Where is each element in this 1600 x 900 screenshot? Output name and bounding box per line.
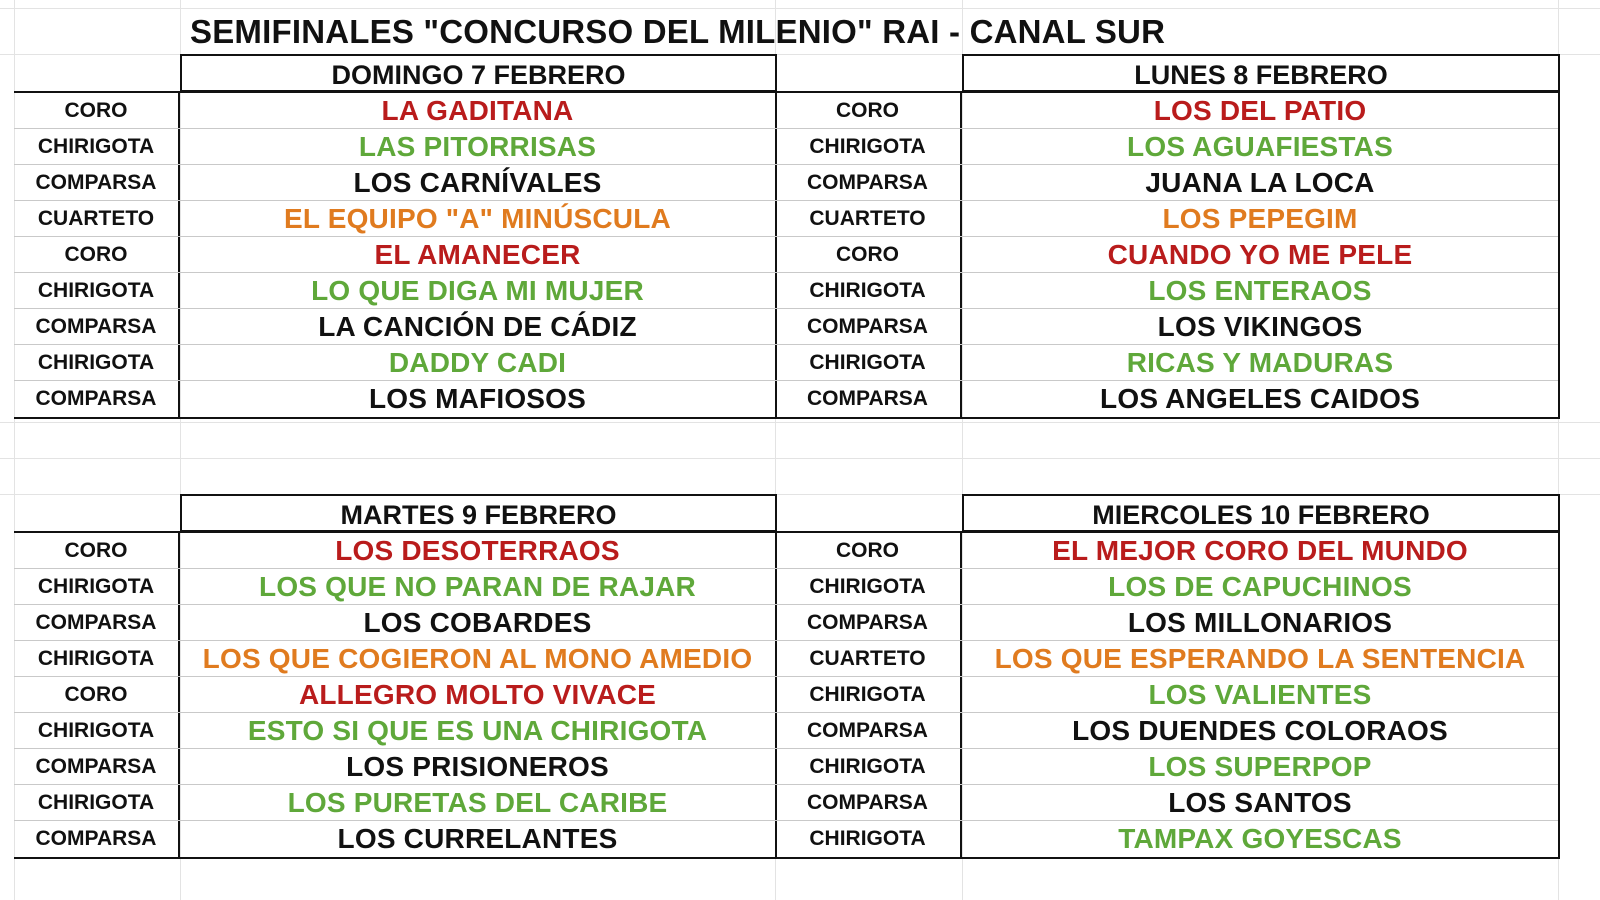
category-cell: COMPARSA (775, 165, 962, 201)
category-cell: COMPARSA (14, 605, 180, 641)
group-name-cell: RICAS Y MADURAS (1126, 347, 1394, 378)
group-name-cell: TAMPAX GOYESCAS (1118, 823, 1402, 854)
category-cell: CHIRIGOTA (775, 821, 962, 857)
schedule-table (14, 91, 777, 419)
table-row (14, 345, 777, 381)
category-cell: CHIRIGOTA (14, 273, 180, 309)
table-row (775, 129, 1560, 165)
category-cell: CORO (775, 237, 962, 273)
table-row (775, 237, 1560, 273)
day-header: DOMINGO 7 FEBRERO (180, 54, 777, 92)
table-row (14, 713, 777, 749)
category-cell: CORO (14, 677, 180, 713)
group-name-cell: LOS DE CAPUCHINOS (1108, 571, 1412, 602)
group-name-cell: JUANA LA LOCA (1145, 167, 1375, 198)
category-cell: CHIRIGOTA (775, 345, 962, 381)
table-row (775, 569, 1560, 605)
category-cell: CHIRIGOTA (14, 713, 180, 749)
group-name-cell: LOS VALIENTES (1148, 679, 1372, 710)
category-cell: CHIRIGOTA (775, 273, 962, 309)
category-cell: CUARTETO (775, 641, 962, 677)
schedule-table (14, 531, 777, 859)
group-name-cell: LOS SUPERPOP (1148, 751, 1372, 782)
page-title: SEMIFINALES "CONCURSO DEL MILENIO" RAI - CANAL SUR (190, 13, 1166, 50)
table-row (14, 569, 777, 605)
group-name-cell: LOS MAFIOSOS (368, 383, 587, 414)
category-cell: COMPARSA (14, 821, 180, 857)
category-cell: COMPARSA (775, 381, 962, 417)
table-row (775, 713, 1560, 749)
table-row (14, 93, 777, 129)
category-cell: COMPARSA (775, 713, 962, 749)
day-block-miercoles (775, 494, 1558, 860)
group-name-cell: DADDY CADI (388, 347, 567, 378)
table-row (775, 749, 1560, 785)
group-name-cell: ESTO SI QUE ES UNA CHIRIGOTA (247, 715, 708, 746)
group-name-cell: LOS ENTERAOS (1148, 275, 1372, 306)
category-cell: CUARTETO (775, 201, 962, 237)
table-row (775, 605, 1560, 641)
group-name-cell: ALLEGRO MOLTO VIVACE (298, 679, 657, 710)
group-name-cell: LOS DUENDES COLORAOS (1072, 715, 1448, 746)
category-cell: CHIRIGOTA (775, 569, 962, 605)
group-name-cell: LOS CURRELANTES (337, 823, 618, 854)
group-name-cell: LA CANCIÓN DE CÁDIZ (318, 311, 637, 342)
table-row (14, 237, 777, 273)
group-name-cell: EL EQUIPO "A" MINÚSCULA (284, 203, 671, 234)
table-row (14, 273, 777, 309)
table-right-border (1558, 494, 1560, 857)
day-block-martes (14, 494, 775, 860)
category-cell: CORO (14, 237, 180, 273)
category-cell: CHIRIGOTA (14, 641, 180, 677)
category-cell: CORO (775, 93, 962, 129)
table-row (775, 201, 1560, 237)
group-name-cell: LOS AGUAFIESTAS (1127, 131, 1393, 162)
table-row (14, 605, 777, 641)
category-cell: COMPARSA (14, 165, 180, 201)
category-cell: CHIRIGOTA (14, 345, 180, 381)
group-name-cell: LOS QUE COGIERON AL MONO AMEDIO (202, 643, 753, 674)
table-row (775, 641, 1560, 677)
category-cell: COMPARSA (14, 309, 180, 345)
category-cell: COMPARSA (14, 749, 180, 785)
table-row (775, 345, 1560, 381)
table-row (14, 749, 777, 785)
category-cell: COMPARSA (775, 605, 962, 641)
group-name-cell: LOS QUE NO PARAN DE RAJAR (259, 571, 696, 602)
table-row (14, 129, 777, 165)
table-row (14, 677, 777, 713)
category-cell: CHIRIGOTA (775, 749, 962, 785)
table-row (775, 165, 1560, 201)
table-row (775, 309, 1560, 345)
day-block-domingo (14, 54, 775, 420)
table-row (14, 641, 777, 677)
group-name-cell: LOS PRISIONEROS (346, 751, 609, 782)
group-name-cell: LOS COBARDES (363, 607, 592, 638)
table-row (775, 273, 1560, 309)
day-header: MIERCOLES 10 FEBRERO (962, 494, 1560, 532)
group-name-cell: LO QUE DIGA MI MUJER (311, 275, 644, 306)
group-name-cell: LOS DESOTERRAOS (335, 535, 620, 566)
group-name-cell: LA GADITANA (381, 95, 574, 126)
group-name-cell: LOS VIKINGOS (1157, 311, 1363, 342)
category-cell: CHIRIGOTA (14, 569, 180, 605)
category-cell: CUARTETO (14, 201, 180, 237)
table-row (14, 821, 777, 857)
category-cell: CHIRIGOTA (14, 129, 180, 165)
table-row (775, 381, 1560, 417)
category-cell: COMPARSA (775, 785, 962, 821)
category-cell: CHIRIGOTA (775, 129, 962, 165)
group-name-cell: LOS PEPEGIM (1162, 203, 1358, 234)
schedule-table (775, 531, 1560, 859)
category-cell: COMPARSA (14, 381, 180, 417)
table-row (775, 677, 1560, 713)
group-name-cell: LAS PITORRISAS (358, 131, 597, 162)
table-row (775, 533, 1560, 569)
group-name-cell: LOS MILLONARIOS (1127, 607, 1393, 638)
category-cell: COMPARSA (775, 309, 962, 345)
group-name-cell: LOS SANTOS (1168, 787, 1352, 818)
group-name-cell: LOS CARNÍVALES (353, 167, 602, 198)
category-cell: CHIRIGOTA (775, 677, 962, 713)
table-row (14, 533, 777, 569)
category-cell: CHIRIGOTA (14, 785, 180, 821)
group-name-cell: EL AMANECER (374, 239, 581, 270)
day-header: LUNES 8 FEBRERO (962, 54, 1560, 92)
table-row (775, 785, 1560, 821)
schedule-table (775, 91, 1560, 419)
table-row (14, 381, 777, 417)
group-name-cell: LOS DEL PATIO (1153, 95, 1367, 126)
group-name-cell: EL MEJOR CORO DEL MUNDO (1052, 535, 1468, 566)
group-name-cell: LOS QUE ESPERANDO LA SENTENCIA (994, 643, 1526, 674)
table-row (775, 821, 1560, 857)
day-header: MARTES 9 FEBRERO (180, 494, 777, 532)
day-block-lunes (775, 54, 1558, 420)
table-right-border (1558, 54, 1560, 417)
table-row (775, 93, 1560, 129)
table-row (14, 165, 777, 201)
group-name-cell: LOS ANGELES CAIDOS (1100, 383, 1420, 414)
table-row (14, 201, 777, 237)
category-cell: CORO (14, 533, 180, 569)
table-row (14, 309, 777, 345)
group-name-cell: LOS PURETAS DEL CARIBE (287, 787, 668, 818)
table-row (14, 785, 777, 821)
category-cell: CORO (775, 533, 962, 569)
group-name-cell: CUANDO YO ME PELE (1107, 239, 1413, 270)
category-cell: CORO (14, 93, 180, 129)
